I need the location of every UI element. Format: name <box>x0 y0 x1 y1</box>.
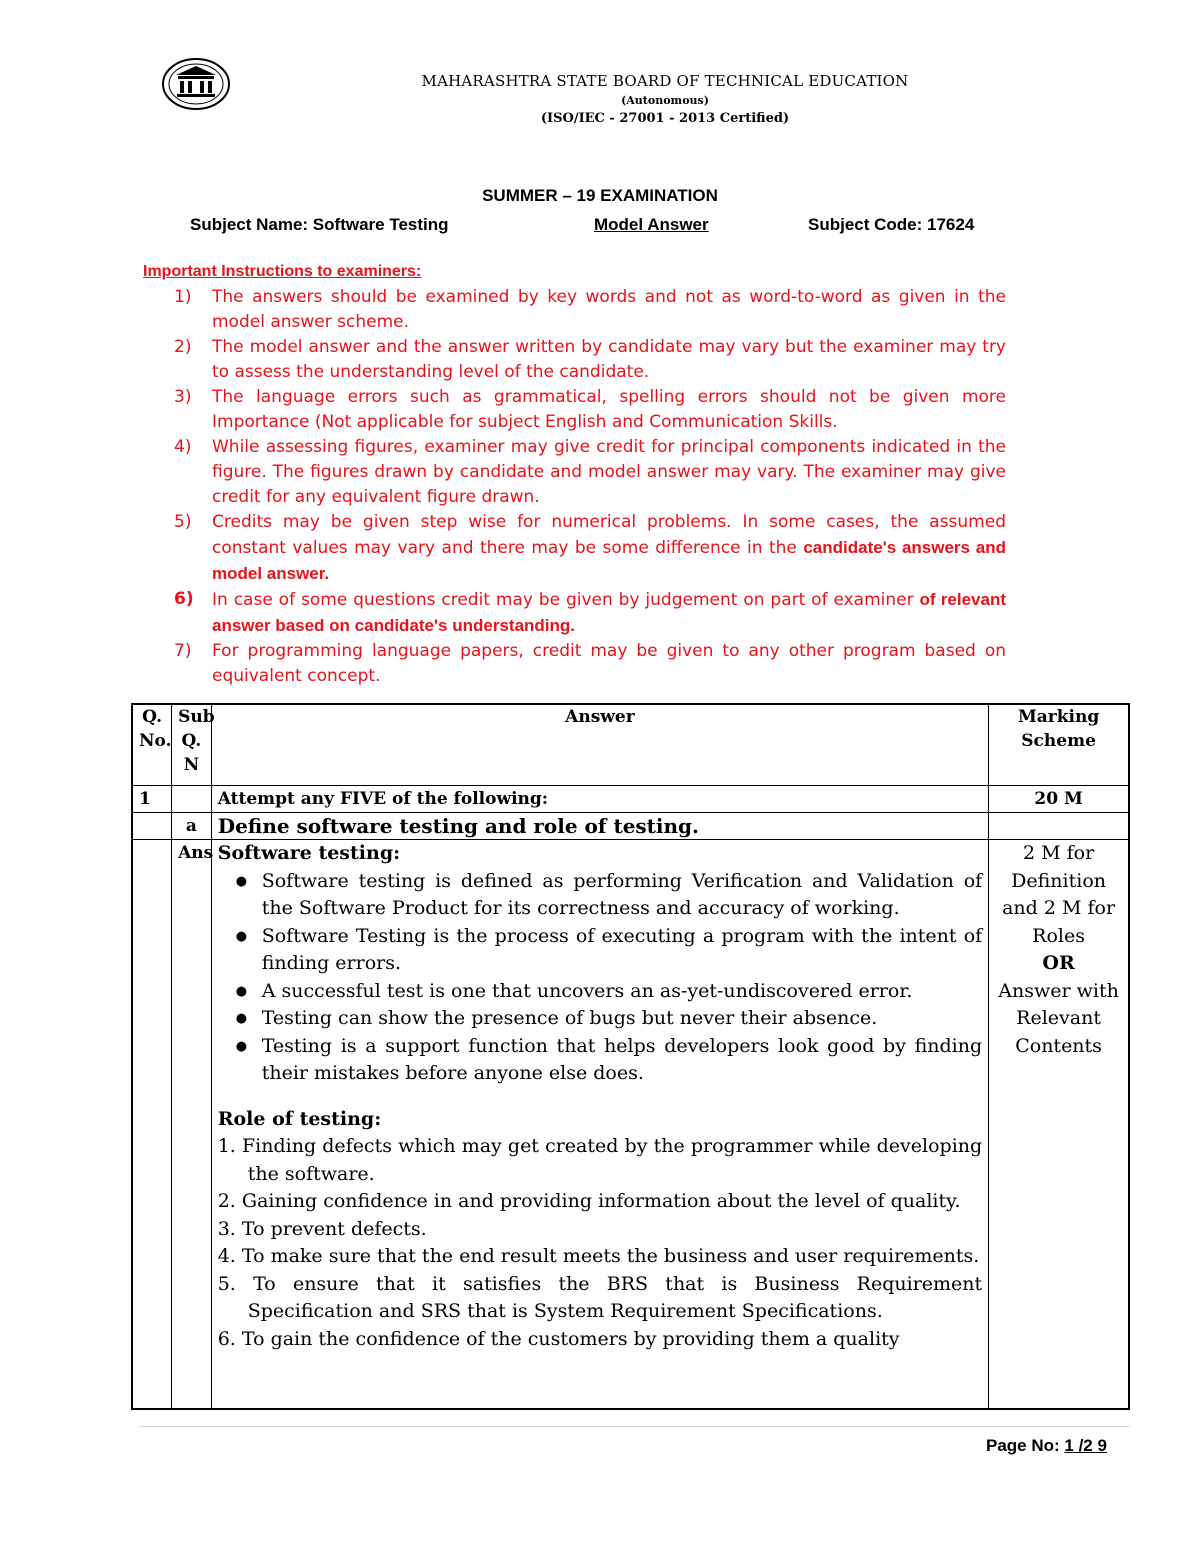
header-answer: Answer <box>211 704 988 786</box>
page-label: Page No: <box>986 1436 1065 1455</box>
list-item: ● Software Testing is the process of executing a program with the intent of finding errors. <box>262 923 982 978</box>
instructions-heading: Important Instructions to examiners: <box>143 263 422 280</box>
table-header-row <box>132 704 1129 786</box>
model-answer-label: Model Answer <box>594 215 709 234</box>
sub-question-label: a <box>172 813 212 840</box>
list-item: ● A successful test is one that uncovers an as-yet-undiscovered error. <box>262 978 982 1006</box>
list-item: 1. Finding defects which may get created by the programmer while developing the software. <box>217 1135 983 1185</box>
instruction-item: 7) For programming language papers, credit may be given to any other program based on equivalent concept. <box>174 641 1006 686</box>
list-item: 2. Gaining confidence in and providing information about the level of quality. <box>217 1190 961 1212</box>
page-number <box>986 1436 1107 1456</box>
table-row <box>132 786 1129 813</box>
instruction-item: 3) The language errors such as grammatical, spelling errors should not be given more Importance (Not applicable for subject English and Communication Skills. <box>174 387 1006 432</box>
role-title: Role of testing: <box>217 1107 382 1130</box>
question-text: Attempt any FIVE of the following: <box>211 786 988 813</box>
board-name: MAHARASHTRA STATE BOARD OF TECHNICAL EDUCATION <box>421 72 909 90</box>
list-item: 4. To make sure that the end result meets the business and user requirements. <box>217 1245 980 1267</box>
subject-name: Subject Name: Software Testing <box>190 215 449 234</box>
list-item: 6. To gain the confidence of the customers by providing them a quality <box>217 1327 900 1350</box>
list-item: ● Software testing is defined as performing Verification and Validation of the Software Product for its correctness and accuracy of working. <box>262 868 982 923</box>
marking-line-2: Answer with Relevant Contents <box>998 979 1119 1057</box>
definition-list <box>218 868 982 1088</box>
list-item: ● Testing can show the presence of bugs but never their absence. <box>262 1005 982 1033</box>
question-number: 1 <box>132 786 172 813</box>
instruction-item: 6) In case of some questions credit may be given by judgement on part of examiner of relevant answer based on candidate's understanding. <box>174 589 1006 635</box>
instruction-item: 2) The model answer and the answer written by candidate may vary but the examiner may try to assess the understanding level of the candidate. <box>174 337 1006 382</box>
table-row <box>132 840 1129 1410</box>
header-marking: Marking Scheme <box>989 704 1129 786</box>
marking-or: OR <box>1042 952 1075 974</box>
subject-code: Subject Code: 17624 <box>808 215 975 234</box>
header-qno: Q. No. <box>132 704 172 786</box>
exam-title: SUMMER – 19 EXAMINATION <box>482 186 718 205</box>
marking-line-1: 2 M for Definition and 2 M for Roles <box>1002 842 1116 947</box>
list-item: 5. To ensure that it satisfies the BRS that is Business Requirement Specification and SRS that is System Requirement Specifications. <box>217 1272 983 1322</box>
marking-scheme <box>989 840 1129 1410</box>
answer-table <box>131 703 1130 1410</box>
sub-question-text: Define software testing and role of testing. <box>211 813 988 840</box>
board-header <box>240 72 1090 126</box>
list-item: 3. To prevent defects. <box>217 1217 427 1240</box>
role-list <box>218 1133 982 1353</box>
table-row <box>132 813 1129 840</box>
question-marks: 20 M <box>989 786 1129 813</box>
answer-content <box>211 840 988 1410</box>
answer-title: Software testing: <box>217 842 401 864</box>
ans-label: Ans <box>172 840 212 1410</box>
instruction-item: 1) The answers should be examined by key words and not as word-to-word as given in the model answer scheme. <box>174 287 1006 332</box>
msbte-seal-icon <box>160 56 232 112</box>
instructions-list <box>170 285 1006 689</box>
page-value: 1 /2 9 <box>1064 1436 1107 1455</box>
instruction-item: 4) While assessing figures, examiner may give credit for principal components indicated in the figure. The figures drawn by candidate and model answer may vary. The examiner may give credit for any equivalent figure drawn. <box>174 437 1006 507</box>
iso-certification: (ISO/IEC - 27001 - 2013 Certified) <box>540 111 790 126</box>
header-subq: Sub Q. N <box>172 704 212 786</box>
autonomous-label: (Autonomous) <box>621 94 709 107</box>
footer-divider <box>140 1426 1130 1427</box>
instruction-item: 5) Credits may be given step wise for numerical problems. In some cases, the assumed constant values may vary and there may be some difference in the candidate's answers and model answer. <box>174 512 1006 583</box>
list-item: ● Testing is a support function that helps developers look good by finding their mistakes before anyone else does. <box>262 1033 982 1088</box>
